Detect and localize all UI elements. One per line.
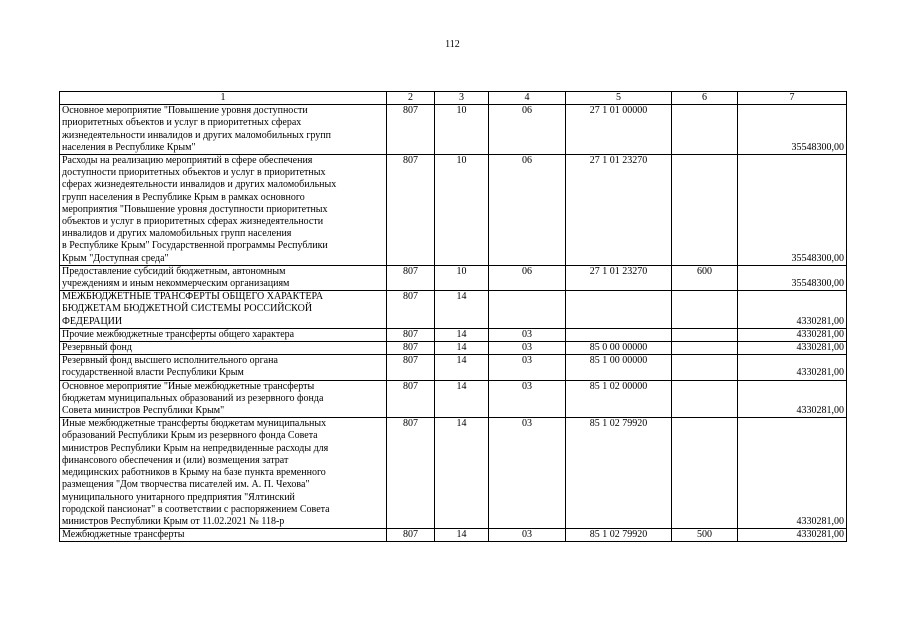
row-name-line: размещения "Дом творчества писателей им. А. П. Чехова" xyxy=(62,479,310,491)
subsection-code-cell: 03 xyxy=(489,418,566,529)
row-name-cell xyxy=(60,328,387,341)
table-row xyxy=(60,328,847,341)
expense-type-cell xyxy=(672,291,738,329)
table-row xyxy=(60,529,847,542)
target-article-cell: 85 1 02 79920 xyxy=(566,418,672,529)
expense-type-cell xyxy=(672,418,738,529)
section-code-cell: 14 xyxy=(435,529,489,542)
table-row xyxy=(60,105,847,155)
row-name-line: учреждениям и иным некоммерческим организациям xyxy=(62,278,290,290)
row-name-cell xyxy=(60,380,387,418)
subsection-code-cell: 03 xyxy=(489,342,566,355)
section-code-cell: 14 xyxy=(435,291,489,329)
table-row xyxy=(60,418,847,529)
amount-cell: 35548300,00 xyxy=(738,105,847,155)
row-name-line: медицинских работников в Крыму на базе пункта временного xyxy=(62,467,326,479)
admin-code-cell: 807 xyxy=(387,155,435,266)
section-code-cell: 10 xyxy=(435,105,489,155)
admin-code-cell: 807 xyxy=(387,380,435,418)
amount-cell: 35548300,00 xyxy=(738,265,847,290)
page-number: 112 xyxy=(445,39,460,50)
table-row xyxy=(60,265,847,290)
row-name-line: Основное мероприятие "Иные межбюджетные трансферты xyxy=(62,380,315,392)
expense-type-cell xyxy=(672,380,738,418)
column-header: 4 xyxy=(489,92,566,105)
subsection-code-cell: 06 xyxy=(489,265,566,290)
table-row xyxy=(60,155,847,266)
amount-cell: 4330281,00 xyxy=(738,342,847,355)
row-name-cell xyxy=(60,342,387,355)
row-name-line: Резервный фонд высшего исполнительного органа xyxy=(62,355,278,367)
amount-cell: 4330281,00 xyxy=(738,418,847,529)
admin-code-cell: 807 xyxy=(387,342,435,355)
column-header: 3 xyxy=(435,92,489,105)
table-row xyxy=(60,342,847,355)
column-header: 6 xyxy=(672,92,738,105)
expense-type-cell xyxy=(672,105,738,155)
section-code-cell: 10 xyxy=(435,155,489,266)
section-code-cell: 14 xyxy=(435,418,489,529)
amount-cell: 4330281,00 xyxy=(738,355,847,380)
subsection-code-cell: 03 xyxy=(489,328,566,341)
row-name-line: сферах жизнедеятельности инвалидов и других маломобильных xyxy=(62,179,337,191)
target-article-cell: 85 1 02 00000 xyxy=(566,380,672,418)
target-article-cell: 85 0 00 00000 xyxy=(566,342,672,355)
row-name-line: Расходы на реализацию мероприятий в сфере обеспечения xyxy=(62,155,313,167)
target-article-cell xyxy=(566,291,672,329)
row-name-line: Совета министров Республики Крым" xyxy=(62,405,225,417)
row-name-line: МЕЖБЮДЖЕТНЫЕ ТРАНСФЕРТЫ ОБЩЕГО ХАРАКТЕРА xyxy=(62,291,324,303)
row-name-line: Предоставление субсидий бюджетным, автономным xyxy=(62,265,286,277)
subsection-code-cell: 06 xyxy=(489,105,566,155)
target-article-cell: 27 1 01 23270 xyxy=(566,155,672,266)
row-name-line: Межбюджетные трансферты xyxy=(62,529,185,541)
subsection-code-cell: 03 xyxy=(489,529,566,542)
section-code-cell: 14 xyxy=(435,380,489,418)
admin-code-cell: 807 xyxy=(387,291,435,329)
admin-code-cell: 807 xyxy=(387,355,435,380)
amount-cell: 4330281,00 xyxy=(738,291,847,329)
expense-type-cell xyxy=(672,155,738,266)
column-header: 5 xyxy=(566,92,672,105)
section-code-cell: 14 xyxy=(435,355,489,380)
row-name-cell xyxy=(60,155,387,266)
row-name-line: мероприятия "Повышение уровня доступности приоритетных xyxy=(62,203,328,215)
row-name-line: Иные межбюджетные трансферты бюджетам муниципальных xyxy=(62,418,327,430)
column-header: 7 xyxy=(738,92,847,105)
target-article-cell xyxy=(566,328,672,341)
row-name-line: ФЕДЕРАЦИИ xyxy=(62,315,123,327)
amount-cell: 4330281,00 xyxy=(738,380,847,418)
row-name-cell xyxy=(60,265,387,290)
row-name-line: образований Республики Крым из резервного фонда Совета xyxy=(62,430,318,442)
row-name-line: приоритетных объектов и услуг в приоритетных сферах xyxy=(62,117,302,129)
row-name-line: жизнедеятельности инвалидов и других маломобильных групп xyxy=(62,129,331,141)
admin-code-cell: 807 xyxy=(387,328,435,341)
column-header-row xyxy=(60,92,847,105)
row-name-line: министров Республики Крым от 11.02.2021 № 118-р xyxy=(62,515,285,527)
amount-cell: 35548300,00 xyxy=(738,155,847,266)
expense-type-cell: 600 xyxy=(672,265,738,290)
admin-code-cell: 807 xyxy=(387,418,435,529)
expense-type-cell: 500 xyxy=(672,529,738,542)
row-name-cell xyxy=(60,529,387,542)
target-article-cell: 85 1 00 00000 xyxy=(566,355,672,380)
row-name-cell xyxy=(60,291,387,329)
table-row xyxy=(60,355,847,380)
table-row xyxy=(60,380,847,418)
admin-code-cell: 807 xyxy=(387,529,435,542)
subsection-code-cell: 03 xyxy=(489,380,566,418)
row-name-cell xyxy=(60,105,387,155)
section-code-cell: 14 xyxy=(435,342,489,355)
expense-type-cell xyxy=(672,355,738,380)
column-header: 1 xyxy=(60,92,387,105)
subsection-code-cell: 06 xyxy=(489,155,566,266)
section-code-cell: 14 xyxy=(435,328,489,341)
admin-code-cell: 807 xyxy=(387,105,435,155)
target-article-cell: 85 1 02 79920 xyxy=(566,529,672,542)
row-name-cell xyxy=(60,418,387,529)
row-name-line: доступности приоритетных объектов и услуг в приоритетных xyxy=(62,167,326,179)
target-article-cell: 27 1 01 23270 xyxy=(566,265,672,290)
amount-cell: 4330281,00 xyxy=(738,328,847,341)
row-name-line: Прочие межбюджетные трансферты общего характера xyxy=(62,328,295,340)
subsection-code-cell xyxy=(489,291,566,329)
row-name-line: объектов и услуг в приоритетных сферах жизнедеятельности xyxy=(62,216,324,228)
target-article-cell: 27 1 01 00000 xyxy=(566,105,672,155)
row-name-cell xyxy=(60,355,387,380)
row-name-line: министров Республики Крым на непредвиденные расходы для xyxy=(62,442,329,454)
row-name-line: населения в Республике Крым" xyxy=(62,141,196,153)
subsection-code-cell: 03 xyxy=(489,355,566,380)
row-name-line: БЮДЖЕТАМ БЮДЖЕТНОЙ СИСТЕМЫ РОССИЙСКОЙ xyxy=(62,303,313,315)
row-name-line: муниципального унитарного предприятия "Ялтинский xyxy=(62,491,295,503)
row-name-line: инвалидов и других маломобильных групп населения xyxy=(62,228,292,240)
expense-type-cell xyxy=(672,328,738,341)
row-name-line: финансового обеспечения и (или) возмещения затрат xyxy=(62,454,289,466)
row-name-line: городской пансионат" в соответствии с распоряжением Совета xyxy=(62,503,330,515)
row-name-line: государственной власти Республики Крым xyxy=(62,367,244,379)
row-name-line: Основное мероприятие "Повышение уровня доступности xyxy=(62,105,308,117)
column-header: 2 xyxy=(387,92,435,105)
expense-type-cell xyxy=(672,342,738,355)
row-name-line: в Республике Крым" Государственной программы Республики xyxy=(62,240,328,252)
row-name-line: групп населения в Республике Крым в рамках основного xyxy=(62,191,305,203)
section-code-cell: 10 xyxy=(435,265,489,290)
row-name-line: Резервный фонд xyxy=(62,342,132,354)
amount-cell: 4330281,00 xyxy=(738,529,847,542)
row-name-line: Крым "Доступная среда" xyxy=(62,252,169,264)
admin-code-cell: 807 xyxy=(387,265,435,290)
row-name-line: бюджетам муниципальных образований из резервного фонда xyxy=(62,392,324,404)
budget-table xyxy=(59,91,847,542)
table-row xyxy=(60,291,847,329)
